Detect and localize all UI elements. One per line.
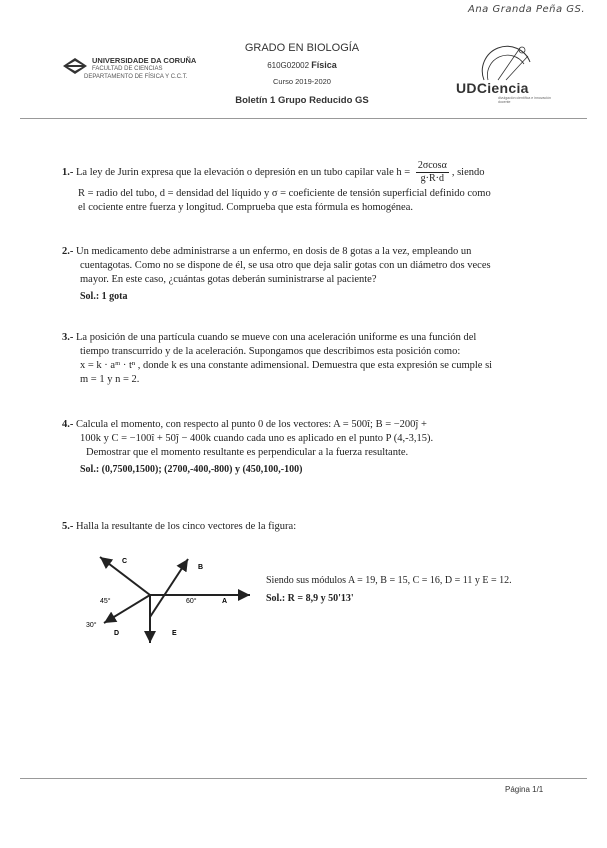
udc-emblem [62,56,88,76]
jurin-numerator: 2σcosα [417,160,447,171]
problem-4-text-2: 100k y C = −100î + 50ĵ − 400k cuando cada uno es aplicado en el punto P (4,-3,15). [80,433,434,444]
udciencia-logo-icon [478,42,538,84]
problem-1-after-fraction: , siendo [451,166,485,178]
problem-2-number: 2.- [62,246,74,257]
vector-A-label: A [222,598,228,605]
vector-C-label: C [122,558,128,565]
problem-4-number: 4.- [62,419,74,430]
problem-4-solution: Sol.: (0,7500,1500); (2700,-400,-800) y (450,100,-100) [80,464,303,475]
angle-45-label: 45° [100,598,111,605]
problem-1-text-2: R = radio del tubo, d = densidad del líquido y σ = coeficiente de tensión superficial definido como [78,188,491,199]
header-divider [20,118,587,119]
problem-2-text-2: cuentagotas. Como no se dispone de él, se usa otro que deja salir gotas con un diámetro dos veces [80,260,491,271]
course-year: Curso 2019-2020 [273,77,331,86]
vector-B-label: B [198,564,204,571]
bulletin-title: Boletín 1 Grupo Reducido GS [235,95,369,106]
problem-3-text-1: La posición de una partícula cuando se mueve con una aceleración uniforme es una función del [76,332,477,343]
problem-4-text-1: Calcula el momento, con respecto al punto 0 de los vectores: A = 500î; B = −200ĵ + [76,419,427,430]
problem-1-number: 1.- [62,166,74,178]
problem-2-text-1: Un medicamento debe administrarse a un enfermo, en dosis de 8 gotas a la vez, empleando un [76,246,472,257]
vector-D-label: D [114,630,120,637]
problem-5-moduli: Siendo sus módulos A = 19, B = 15, C = 16, D = 11 y E = 12. [266,575,512,586]
vector-B-arrow [150,559,188,617]
problem-3 [62,331,552,387]
udciencia-logo-title: UDCiencia [456,80,529,96]
problem-3-text-2: tiempo transcurrido y de la aceleración. Supongamos que describimos esta posición como: [80,346,461,357]
vector-D-arrow [104,595,150,623]
faculty-name: FACULTAD DE CIENCIAS [92,66,163,72]
problem-5-statement [62,520,552,534]
problem-4-text-3: Demostrar que el momento resultante es perpendicular a la fuerza resultante. [86,447,409,458]
problem-3-text-4: m = 1 y n = 2. [80,374,140,385]
vectors-figure [70,545,260,655]
problem-5-number: 5.- [62,521,74,532]
problem-5-text-1: Halla la resultante de los cinco vectores de la figura: [76,521,297,532]
problem-3-text-3: x = k · aᵐ · tⁿ , donde k es una constante adimensional. Demuestra que esta expresión se cumple si [80,360,493,371]
angle-60-label: 60° [186,598,197,605]
degree-title: GRADO EN BIOLOGÍA [244,42,360,54]
problem-3-number: 3.- [62,332,74,343]
problem-1-line-1 [62,160,552,185]
udciencia-tagline: divulgación científica e innovación docente [498,96,551,104]
problem-1-text-3: el cociente entre fuerza y longitud. Comprueba que esta fórmula es homogénea. [78,202,413,213]
problem-1-text-1: La ley de Jurin expresa que la elevación o depresión en un tubo capilar vale h = [76,166,411,178]
angle-30-label: 30° [86,622,97,629]
problem-5-solution: Sol.: R = 8,9 y 50'13' [266,593,354,604]
jurin-denominator: g·R·d [420,173,444,184]
subject-code: 610G02002 [267,61,310,70]
department-name: DEPARTAMENTO DE FÍSICA Y C.C.T. [84,74,188,80]
university-name: UNIVERSIDADE DA CORUÑA [92,56,197,65]
subject-name: Física [311,60,337,70]
handwritten-name: Ana Granda Peña GS. [468,4,586,15]
vector-E-label: E [172,630,177,637]
problem-4 [62,418,552,477]
problem-2-solution: Sol.: 1 gota [80,291,128,302]
subject-line [232,60,372,70]
jurin-fraction [416,160,449,185]
footer-divider [20,778,587,779]
page-number: Página 1/1 [505,785,544,794]
problem-1 [62,160,552,215]
problem-2-text-3: mayor. En este caso, ¿cuántas gotas deberán suministrarse al paciente? [80,274,377,285]
problem-2 [62,245,552,304]
